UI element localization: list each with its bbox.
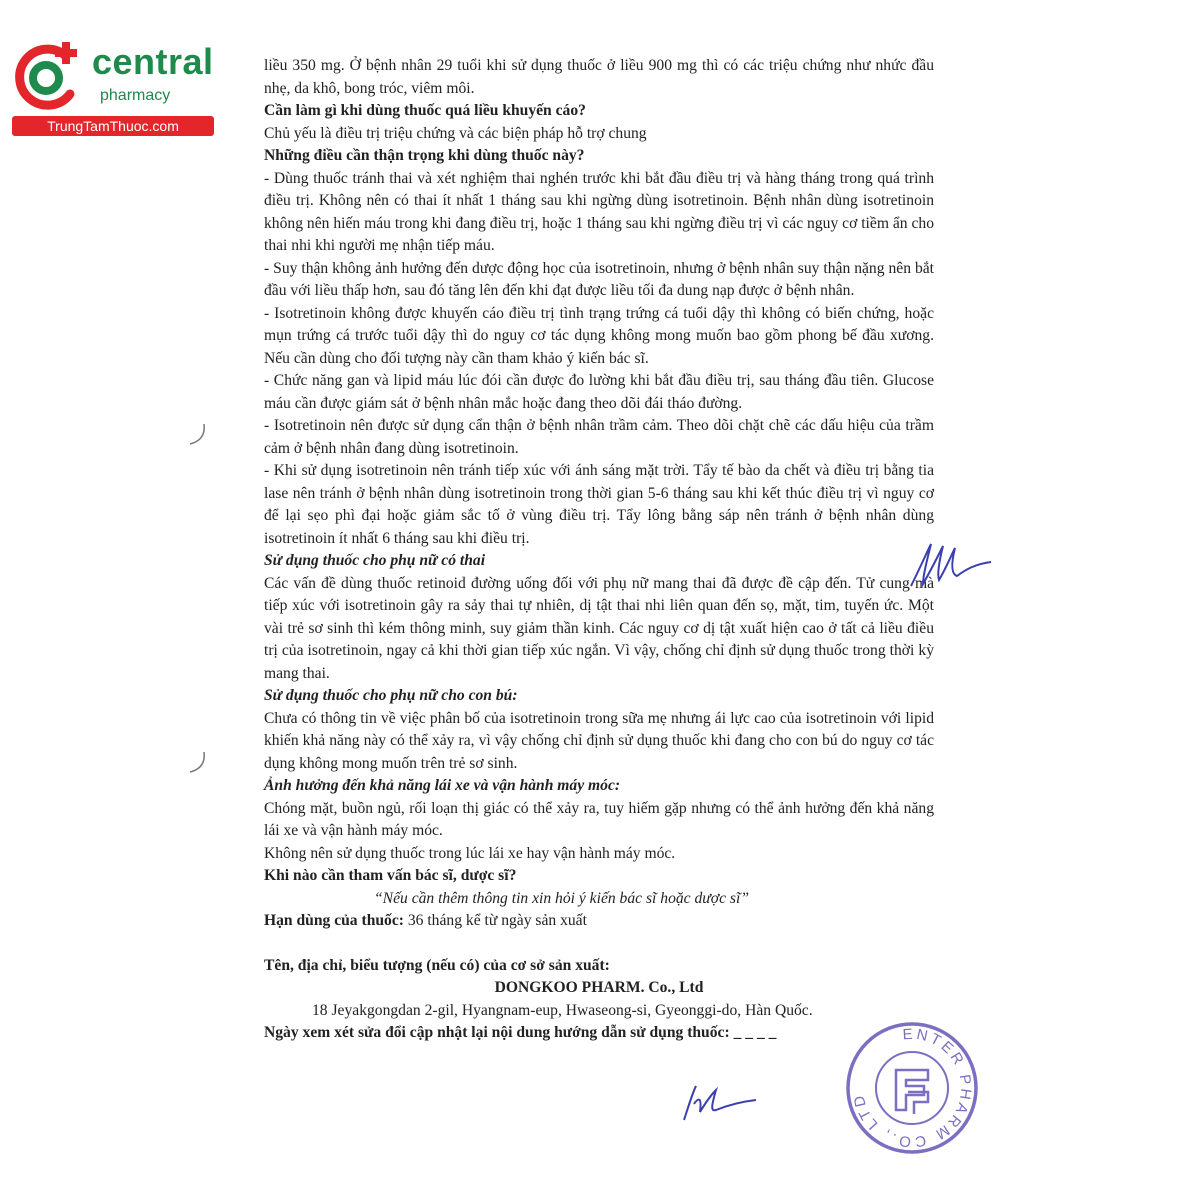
manufacturer-address: 18 Jeyakgongdan 2-gil, Hyangnam-eup, Hwaseong-si, Gyeonggi-do, Hàn Quốc. bbox=[312, 1001, 813, 1019]
paragraph-driving-effects: Chóng mặt, buồn ngủ, rối loạn thị giác có thể xảy ra, tuy hiếm gặp nhưng có thể ảnh hưởng đến khả năng lái xe và vận hành máy móc. bbox=[264, 799, 934, 839]
brand-name: central bbox=[92, 41, 214, 82]
company-stamp bbox=[842, 1018, 982, 1158]
handwritten-signature-bottom bbox=[676, 1082, 762, 1122]
heading-manufacturer: Tên, địa chỉ, biểu tượng (nếu có) của cơ sở sản xuất: bbox=[264, 956, 610, 974]
paragraph-overdose-treatment: Chủ yếu là điều trị triệu chứng và các biện pháp hỗ trợ chung bbox=[264, 124, 647, 142]
brand-url[interactable]: TrungTamThuoc.com bbox=[12, 116, 214, 136]
revision-value: _ _ _ _ bbox=[733, 1024, 777, 1041]
revision-line bbox=[264, 1022, 934, 1045]
paragraph-precaution-depression: - Isotretinoin nên được sử dụng cẩn thận ở bệnh nhân trầm cảm. Theo dõi chặt chẽ các dấu hiệu của trầm cảm ở bệnh nhân đang dùng isotretinoin. bbox=[264, 417, 934, 457]
revision-label: Ngày xem xét sửa đổi cập nhật lại nội dung hướng dẫn sử dụng thuốc: bbox=[264, 1024, 730, 1041]
document-body bbox=[264, 55, 934, 1045]
heading-driving: Ảnh hưởng đến khả năng lái xe và vận hành máy móc: bbox=[264, 777, 621, 794]
margin-tick-mark bbox=[186, 748, 210, 776]
heading-pregnancy: Sử dụng thuốc cho phụ nữ có thai bbox=[264, 552, 486, 569]
consult-quote: “Nếu cần thêm thông tin xin hỏi ý kiến bác sĩ hoặc dược sĩ” bbox=[374, 889, 749, 907]
shelf-life-line bbox=[264, 910, 934, 933]
brand-logo[interactable] bbox=[8, 36, 220, 140]
heading-overdose: Cần làm gì khi dùng thuốc quá liều khuyến cáo? bbox=[264, 102, 586, 119]
margin-tick-mark bbox=[186, 420, 210, 448]
paragraph-precaution-acne: - Isotretinoin không được khuyến cáo điều trị tình trạng trứng cá tuổi dậy thì không có biến chứng, hoặc mụn trứng cá trước tuổi dậy thì do nguy cơ tác dụng không mong muốn bao gồm phong bế đầu xương. Nếu cần dùng cho đối tượng này cần tham khảo ý kiến bác sĩ. bbox=[264, 304, 934, 367]
heading-precautions: Những điều cần thận trọng khi dùng thuốc này? bbox=[264, 147, 585, 164]
paragraph-precaution-contraception: - Dùng thuốc tránh thai và xét nghiệm thai nghén trước khi bắt đầu điều trị và hàng tháng trong quá trình điều trị. Không nên có thai ít nhất 1 tháng sau khi ngừng dùng isotretinoin. Bệnh nhân dùng isotretinoin không nên hiến máu trong khi đang điều trị, hoặc 1 tháng sau khi ngừng điều trị vì các nguy cơ tiềm ẩn cho thai nhi khi người mẹ nhận tiếp máu. bbox=[264, 169, 934, 254]
paragraph-precaution-liver: - Chức năng gan và lipid máu lúc đói cần được đo lường khi bắt đầu điều trị, sau tháng đầu tiên. Glucose máu cần được giám sát ở bệnh nhân mắc hoặc đang theo dõi đái tháo đường. bbox=[264, 372, 934, 412]
heading-consult: Khi nào cần tham vấn bác sĩ, dược sĩ? bbox=[264, 867, 517, 884]
manufacturer-name: DONGKOO PHARM. Co., Ltd bbox=[494, 979, 704, 996]
heading-breastfeeding: Sử dụng thuốc cho phụ nữ cho con bú: bbox=[264, 687, 518, 704]
paragraph-driving-advice: Không nên sử dụng thuốc trong lúc lái xe hay vận hành máy móc. bbox=[264, 844, 676, 862]
brand-tagline: pharmacy bbox=[100, 87, 171, 104]
central-pharmacy-logo-icon bbox=[8, 38, 88, 118]
paragraph-precaution-sunlight: - Khi sử dụng isotretinoin nên tránh tiếp xúc với ánh sáng mặt trời. Tẩy tế bào da chết và điều trị bằng tia lase nên tránh ở bệnh nhân dùng isotretinoin trong thời gian 5-6 tháng sau khi kết thúc điều trị vì nguy cơ để lại sẹo phì đại hoặc giảm sắc tố ở vùng điều trị. Tẩy lông bằng sáp nên tránh ở bệnh nhân dùng isotretinoin ít nhất 6 tháng sau khi điều trị. bbox=[264, 462, 934, 547]
svg-text:ENTER PHARM CO., LTD: ENTER PHARM CO., LTD bbox=[850, 1025, 975, 1151]
paragraph-precaution-renal: - Suy thận không ảnh hưởng đến dược động học của isotretinoin, nhưng ở bệnh nhân suy thận nặng nên bắt đầu với liều thấp hơn, sau đó tăng lên đến khi đạt được liều tối đa dung nạp được ở bệnh nhân. bbox=[264, 259, 934, 299]
handwritten-signature-right bbox=[905, 540, 997, 592]
shelf-life-label: Hạn dùng của thuốc: bbox=[264, 912, 404, 929]
paragraph-overdose-symptoms: liều 350 mg. Ở bệnh nhân 29 tuổi khi sử dụng thuốc ở liều 900 mg thì có các triệu chứng như nhức đầu nhẹ, da khô, bong tróc, viêm môi. bbox=[264, 57, 934, 97]
paragraph-breastfeeding: Chưa có thông tin về việc phân bố của isotretinoin trong sữa mẹ nhưng ái lực cao của isotretinoin với lipid khiến khả năng này có thể xảy ra, vì vậy chống chỉ định sử dụng thuốc khi đang cho con bú do nguy cơ tác dụng không mong muốn trên trẻ sơ sinh. bbox=[264, 709, 934, 772]
shelf-life-value: 36 tháng kể từ ngày sản xuất bbox=[407, 912, 587, 929]
paragraph-pregnancy: Các vấn đề dùng thuốc retinoid đường uống đối với phụ nữ mang thai đã được đề cập đến. Tử cung mà tiếp xúc với isotretinoin gây ra sảy thai tự nhiên, dị tật thai nhi liên quan đến sọ, mặt, tim, tuyến ức. Một vài trẻ sơ sinh thì kém thông minh, suy giảm thần kinh. Các nguy cơ dị tật xuất hiện cao ở tất cả liều điều trị của isotretinoin, ngay cả khi thời gian tiếp xúc ngắn. Vì vậy, chống chỉ định sử dụng thuốc trong thời kỳ mang thai. bbox=[264, 574, 934, 682]
